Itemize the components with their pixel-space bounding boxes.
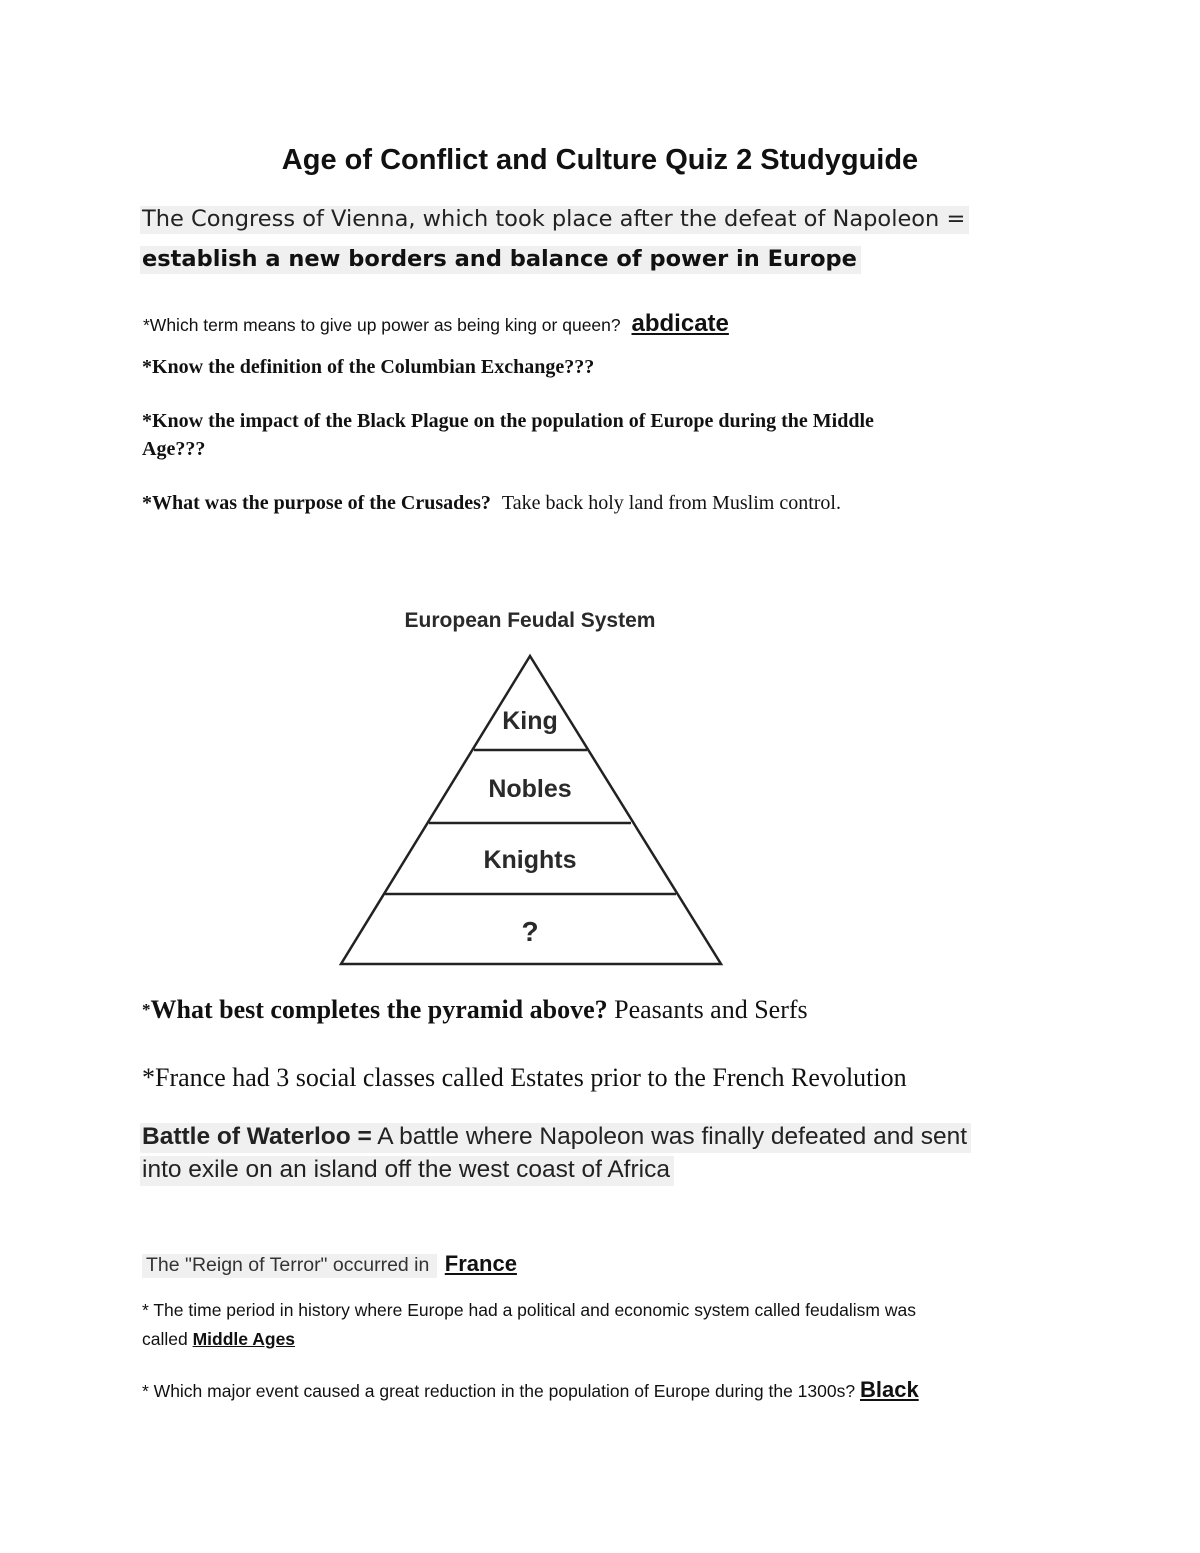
feudalism-line-2 (142, 1329, 295, 1350)
crusades-line (142, 492, 841, 515)
crusades-answer: Take back holy land from Muslim control. (501, 492, 841, 514)
diagram-title: European Feudal System (404, 609, 656, 632)
abdicate-line (143, 310, 729, 338)
waterloo-definition-1: A battle where Napoleon was finally defeated and sent (377, 1123, 968, 1150)
congress-question-line (140, 206, 969, 234)
congress-answer: establish a new borders and balance of power in Europe (140, 246, 861, 274)
pyramid-question-star: * (142, 1000, 151, 1019)
columbian-exchange-line: *Know the definition of the Columbian Exchange??? (142, 356, 595, 378)
congress-question: The Congress of Vienna, which took place after the defeat of Napoleon = (140, 206, 969, 234)
pyramid-level-nobles: Nobles (488, 775, 572, 803)
reign-line (142, 1251, 517, 1278)
pyramid-question: What best completes the pyramid above? (150, 995, 608, 1024)
waterloo-definition-2: into exile on an island off the west coast of Africa (140, 1156, 674, 1186)
abdicate-answer: abdicate (631, 310, 729, 337)
plague-line-1: *Know the impact of the Black Plague on the population of Europe during the Middle (142, 410, 874, 432)
feudalism-answer: Middle Ages (192, 1329, 296, 1349)
waterloo-line-2 (140, 1156, 674, 1186)
pyramid-level-king: King (502, 707, 558, 735)
reduction-line (142, 1377, 919, 1403)
estates-line: *France had 3 social classes called Estates prior to the French Revolution (142, 1063, 907, 1092)
abdicate-question: *Which term means to give up power as being king or queen? (143, 315, 621, 335)
feudalism-line-1: * The time period in history where Europe had a political and economic system called feudalism was (142, 1300, 916, 1320)
reduction-question: * Which major event caused a great reduction in the population of Europe during the 1300s? (142, 1381, 856, 1401)
congress-answer-line (140, 246, 861, 274)
waterloo-line-1 (140, 1123, 971, 1153)
pyramid-level-knights: Knights (483, 846, 577, 874)
pyramid-answer: Peasants and Serfs (614, 995, 808, 1024)
plague-line-2: Age??? (142, 438, 206, 460)
pyramid-level-unknown: ? (521, 916, 539, 947)
pyramid-question-line (142, 995, 808, 1025)
feudalism-prefix: called (142, 1329, 188, 1349)
reign-question: The "Reign of Terror" occurred in (142, 1254, 437, 1278)
waterloo-term: Battle of Waterloo = (142, 1123, 372, 1150)
crusades-question: *What was the purpose of the Crusades? (142, 492, 491, 514)
page-title: Age of Conflict and Culture Quiz 2 Studyguide (281, 144, 919, 176)
reign-answer: France (444, 1251, 517, 1276)
feudal-pyramid-diagram (330, 598, 730, 973)
reduction-answer: Black (859, 1377, 919, 1402)
